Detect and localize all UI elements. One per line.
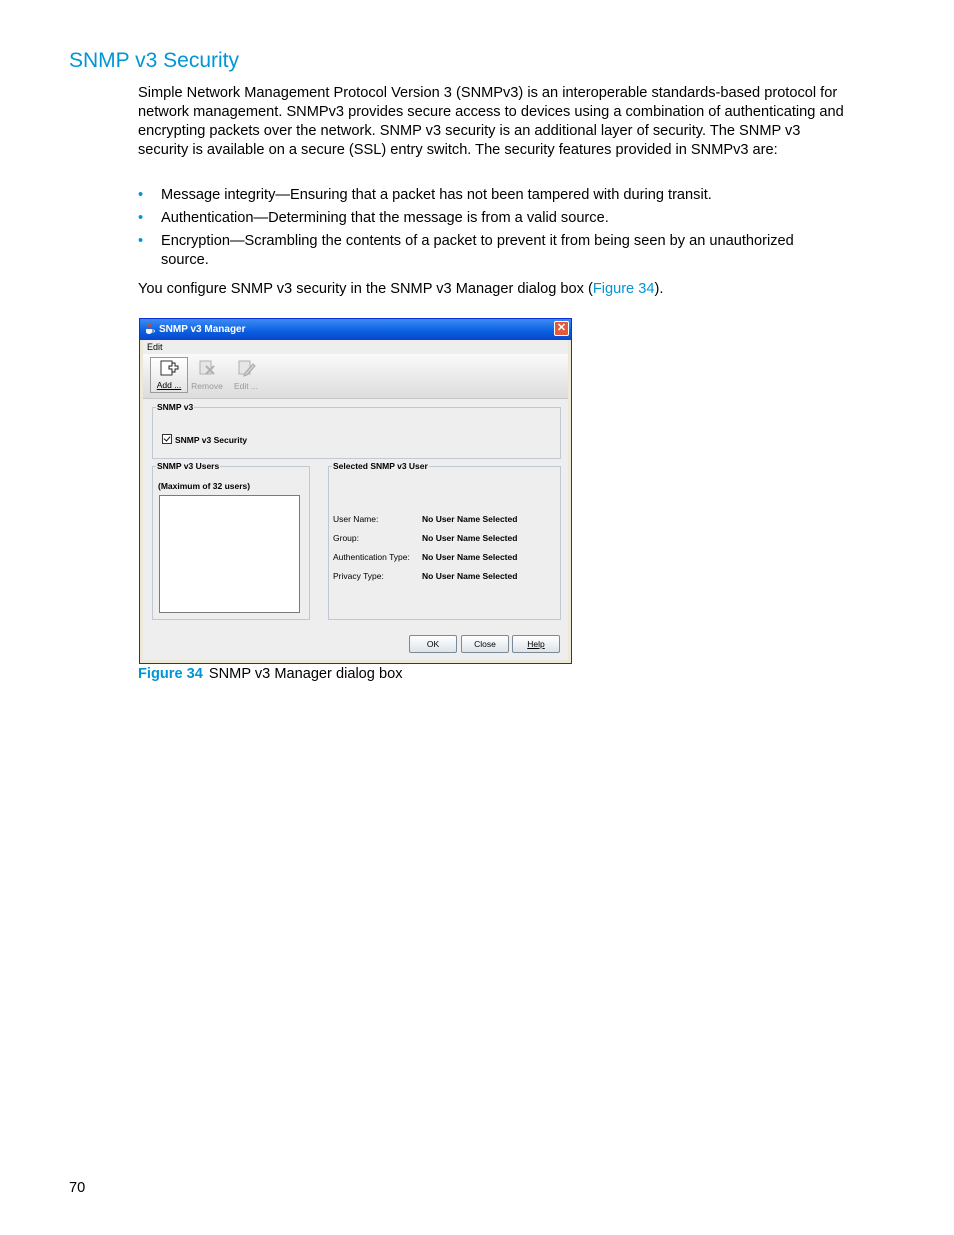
group-legend: SNMP v3 <box>157 402 194 412</box>
menu-bar <box>143 340 568 354</box>
max-users-note: (Maximum of 32 users) <box>158 481 251 491</box>
configure-paragraph: You configure SNMP v3 security in the SNMP v3 Manager dialog box (Figure 34). <box>138 281 664 297</box>
close-button[interactable]: Close <box>461 635 509 653</box>
user-name-row: User Name: No User Name Selected <box>333 514 518 524</box>
figure-link[interactable]: Figure 34 <box>592 281 655 297</box>
group-legend: SNMP v3 Users <box>157 461 220 471</box>
caption-text: SNMP v3 Manager dialog box <box>208 666 403 682</box>
toolbar <box>143 354 568 399</box>
group-legend: Selected SNMP v3 User <box>333 461 428 471</box>
snmp-v3-security-checkbox-row[interactable] <box>162 434 247 445</box>
bullet-icon: • <box>138 187 144 203</box>
close-icon[interactable]: ✕ <box>554 321 569 336</box>
list-item: • Authentication—Determining that the message is from a valid source. <box>138 210 609 226</box>
snmp-v3-users-group <box>152 461 310 620</box>
page-number: 70 <box>69 1180 86 1196</box>
snmp-v3-manager-dialog <box>139 318 572 664</box>
add-user-icon <box>159 359 179 379</box>
checkbox-label: SNMP v3 Security <box>175 435 248 445</box>
help-button[interactable]: Help <box>512 635 560 653</box>
list-item: • Message integrity—Ensuring that a packet has not been tampered with during transit. <box>138 187 712 203</box>
snmp-v3-security-checkbox[interactable] <box>162 434 172 444</box>
section-title: SNMP v3 Security <box>69 49 239 72</box>
selected-user-group <box>328 461 561 620</box>
figure-label: Figure 34 <box>138 666 203 682</box>
authentication-type-row: Authentication Type: No User Name Selected <box>333 552 518 562</box>
add-button[interactable]: Add ... <box>150 357 188 393</box>
dialog-title: SNMP v3 Manager <box>159 324 246 335</box>
edit-user-icon <box>236 358 256 378</box>
list-item: • Encryption—Scrambling the contents of a packet to prevent it from being seen by an unauthorized source. <box>138 233 794 268</box>
snmp-v3-group <box>152 402 561 459</box>
dialog-body <box>143 340 568 660</box>
bullet-icon: • <box>138 233 144 249</box>
remove-button[interactable]: Remove <box>188 357 226 393</box>
privacy-type-row: Privacy Type: No User Name Selected <box>333 571 518 581</box>
users-list[interactable] <box>159 495 300 613</box>
figure-caption <box>138 666 403 682</box>
remove-user-icon <box>197 358 217 378</box>
edit-button[interactable]: Edit ... <box>227 357 265 393</box>
group-row: Group: No User Name Selected <box>333 533 518 543</box>
title-bar <box>140 319 571 340</box>
menu-edit[interactable]: Edit <box>147 342 163 352</box>
ok-button[interactable]: OK <box>409 635 457 653</box>
feature-list <box>138 186 838 274</box>
java-cup-icon <box>144 323 155 335</box>
bullet-icon: • <box>138 210 144 226</box>
intro-paragraph: Simple Network Management Protocol Version 3 (SNMPv3) is an interoperable standards-based protocol for network management. SNMPv3 provides secure access to devices using a combination of authenticating and encrypting packets over the network. SNMP v3 security is an additional layer of security. The SNMP v3 security is available on a secure (SSL) entry switch. The security features provided in SNMPv3 are: <box>138 85 844 158</box>
